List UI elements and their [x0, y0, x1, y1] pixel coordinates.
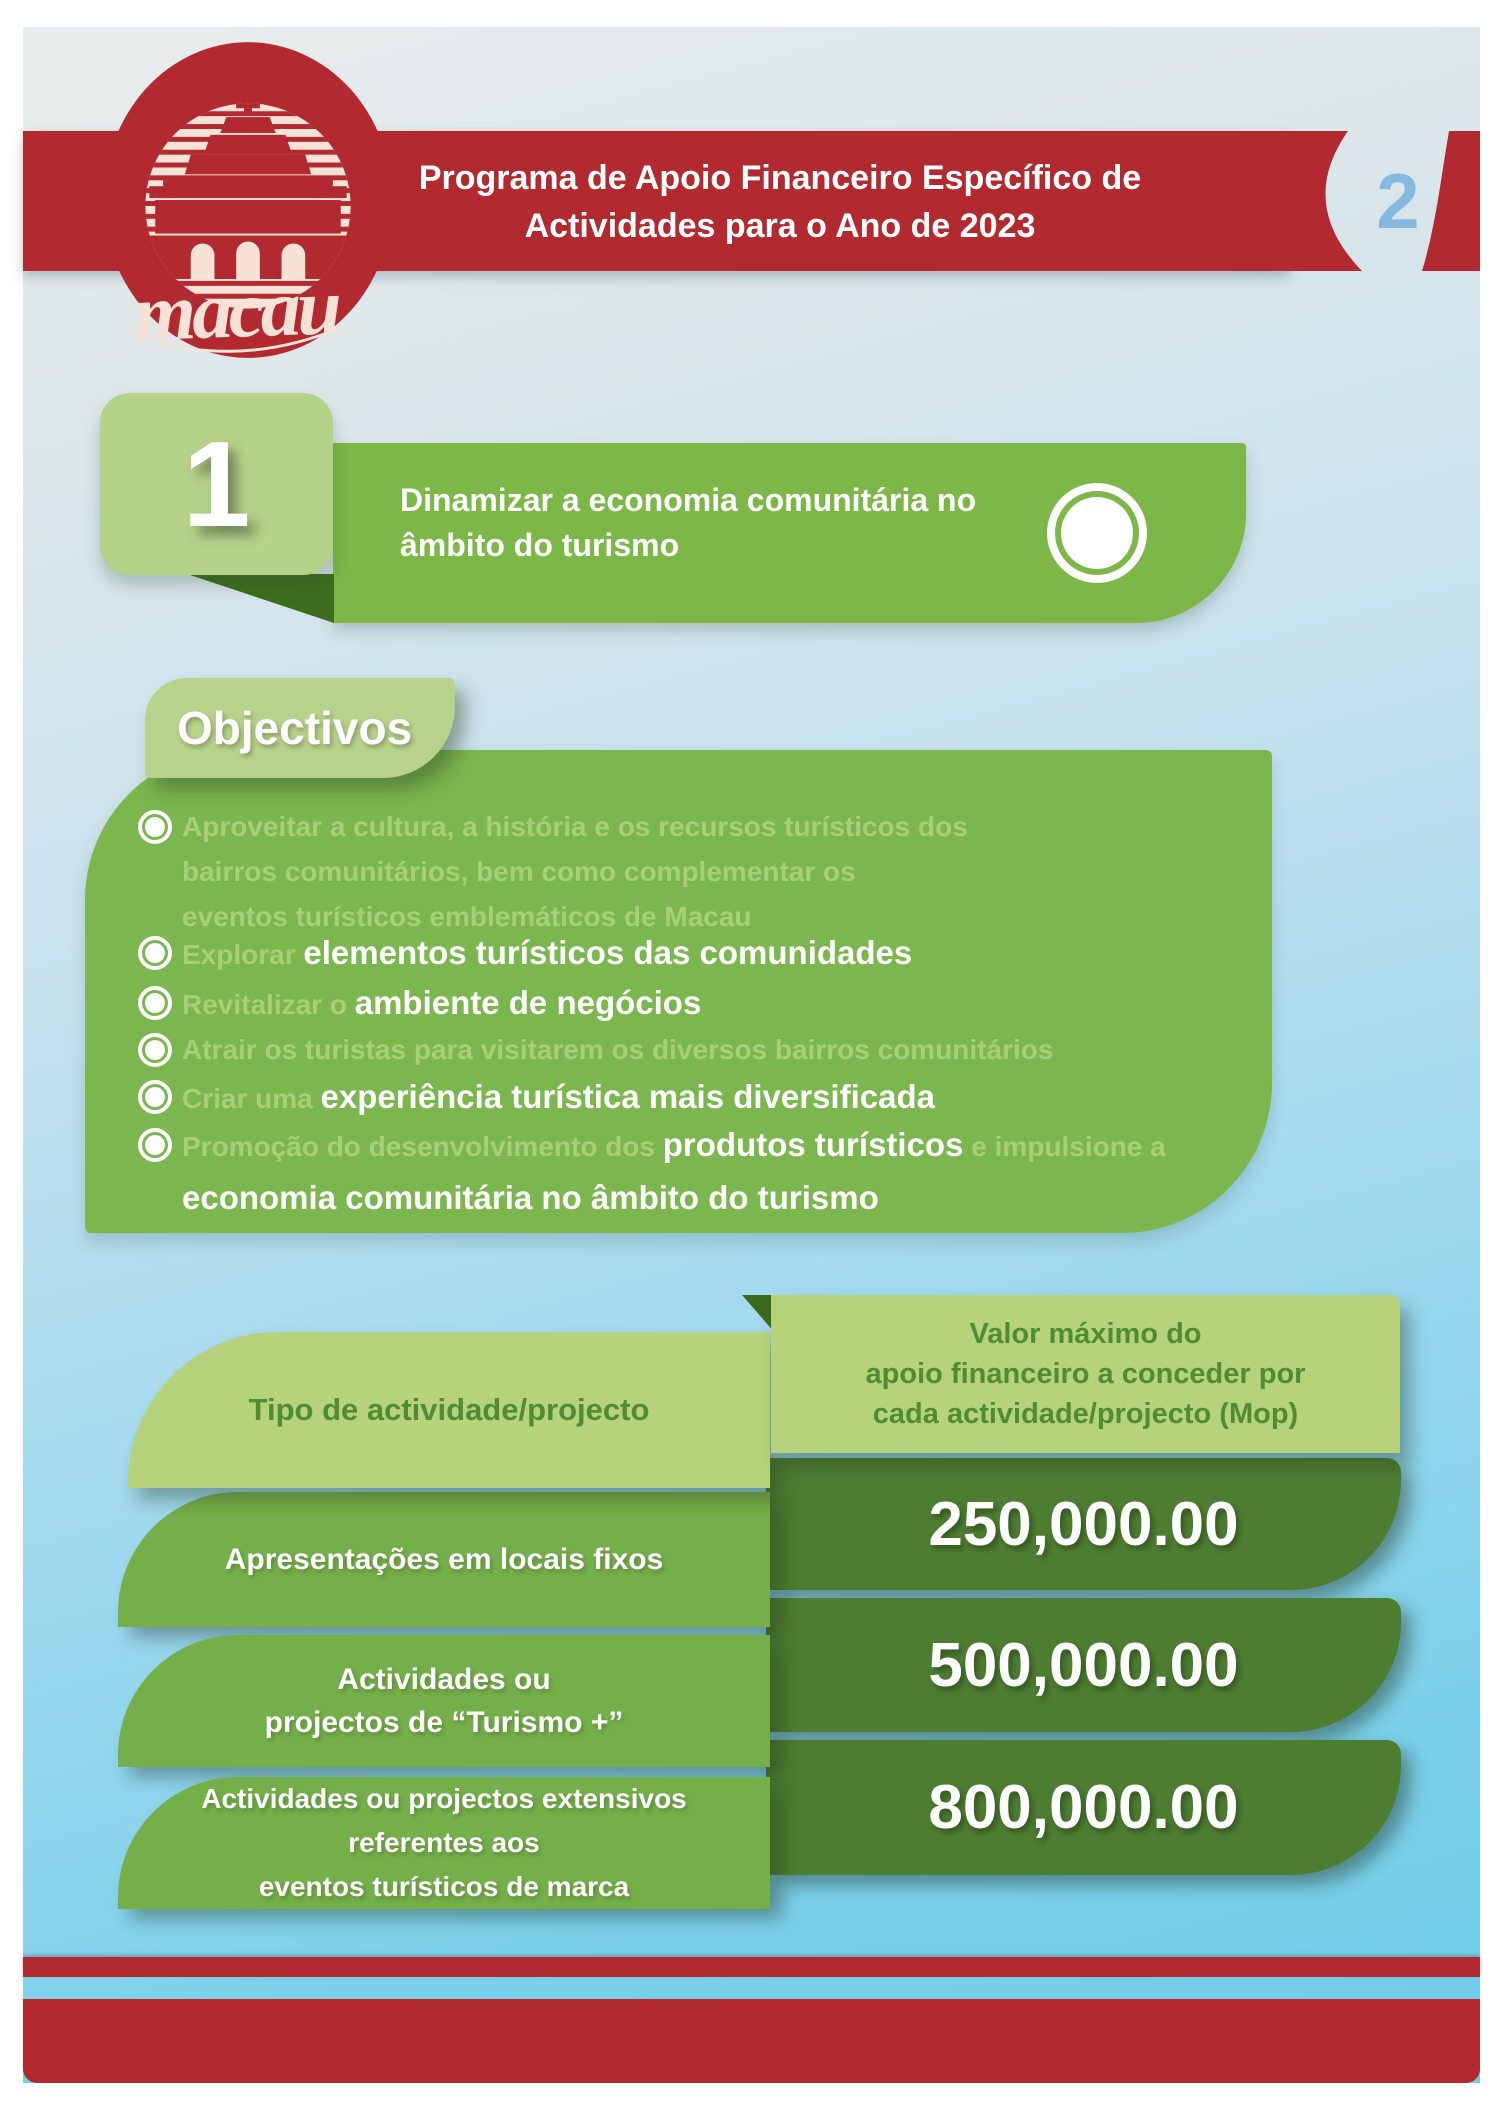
page-number: 2 [1376, 157, 1420, 245]
objective-item [182, 807, 1252, 942]
objective-segment: Revitalizar o [182, 989, 355, 1020]
objective-segment: produtos turísticos [662, 1126, 964, 1163]
objective-item [182, 1122, 1252, 1228]
activity-type-label: Actividades ou projectos extensivos referentes aos eventos turísticos de marca [201, 1783, 687, 1902]
objective-segment: economia comunitária no âmbito do turismo [182, 1179, 879, 1216]
table-row-amount [766, 1458, 1401, 1590]
objective-item [182, 931, 1252, 982]
ring-circle-icon [1047, 483, 1147, 583]
objective-segment: Aproveitar a cultura, a história e os recursos turísticos dos [182, 811, 968, 842]
amount-value: 250,000.00 [928, 1489, 1239, 1559]
section1-number-badge: 1 [100, 393, 333, 575]
header-title-line1: Programa de Apoio Financeiro Específico de [418, 159, 1142, 197]
footer-thin-stripe [23, 1957, 1480, 1977]
table-row-activity-type [118, 1777, 770, 1909]
activity-type-label: Actividades ou projectos de “Turismo +” [264, 1663, 624, 1739]
objective-segment: ambiente de negócios [354, 984, 702, 1021]
header-title-line2: Actividades para o Ano de 2023 [524, 207, 1036, 245]
objective-item [182, 1030, 1252, 1075]
bullet-target-icon [138, 1080, 172, 1114]
table-header-max-amount [771, 1295, 1400, 1453]
bullet-target-icon [138, 1128, 172, 1162]
table-row-activity-type [118, 1635, 770, 1767]
objective-segment: eventos turísticos emblemáticos de Macau [182, 901, 752, 932]
objective-item [182, 1075, 1252, 1126]
objective-segment: Explorar [182, 939, 304, 970]
header-title [410, 154, 1150, 250]
macau-tourism-logo [100, 40, 396, 366]
table-header-activity-type [128, 1332, 770, 1488]
objectives-heading-tab [145, 678, 455, 778]
table-header-max-amount-label: Valor máximo do apoio financeiro a conceder por cada actividade/projecto (Mop) [865, 1318, 1306, 1430]
table-row-activity-type [118, 1492, 770, 1627]
objectives-heading: Objectivos [177, 702, 413, 754]
logo-macau-script: macau [131, 262, 340, 359]
section1-heading-line2: âmbito do turismo [400, 527, 680, 563]
activity-type-label: Apresentações em locais fixos [224, 1543, 664, 1576]
objective-segment: e impulsione a [963, 1131, 1166, 1162]
amount-value: 800,000.00 [928, 1773, 1239, 1842]
section1-heading [400, 478, 1060, 568]
objective-segment: Promoção do desenvolvimento dos [182, 1131, 663, 1162]
objective-segment: Atrair os turistas para visitarem os diversos bairros comunitários [182, 1034, 1054, 1065]
bullet-target-icon [138, 810, 172, 844]
objective-segment: bairros comunitários, bem como complementar os [182, 856, 856, 887]
objective-segment: Criar uma [182, 1083, 321, 1114]
bullet-target-icon [138, 936, 172, 970]
table-row-amount [766, 1598, 1401, 1732]
footer-block [23, 1999, 1480, 2083]
bullet-target-icon [138, 1033, 172, 1067]
section1-heading-line1: Dinamizar a economia comunitária no [400, 482, 977, 518]
objective-item [182, 981, 1252, 1032]
amount-value: 500,000.00 [928, 1630, 1239, 1700]
table-row-amount [766, 1740, 1401, 1875]
bullet-target-icon [138, 986, 172, 1020]
objective-segment: experiência turística mais diversificada [320, 1078, 935, 1115]
table-header-activity-type-label: Tipo de actividade/projecto [248, 1392, 650, 1427]
objective-segment: elementos turísticos das comunidades [303, 934, 913, 971]
